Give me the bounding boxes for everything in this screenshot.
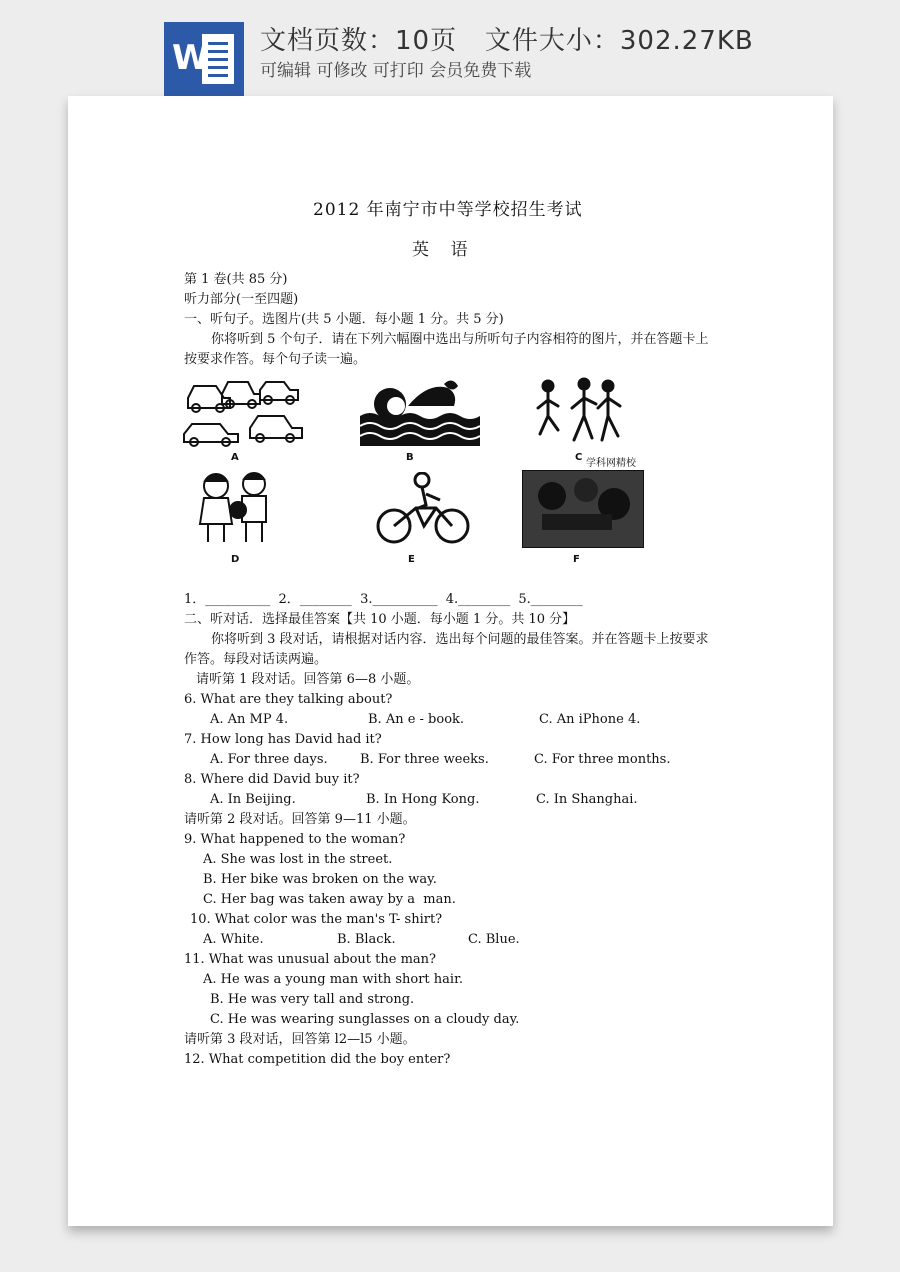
picture-f-label: F (573, 554, 580, 565)
listening-heading: 听力部分(一至四题) (184, 292, 299, 307)
document-banner (0, 0, 900, 96)
picture-c-runners (534, 376, 634, 450)
q9-option-a: A. She was lost in the street. (203, 852, 393, 867)
section2-title: 二、听对话．选择最佳答案【共 10 小题．每小题 1 分。共 10 分】 (184, 612, 576, 627)
q11-option-c: C. He was wearing sunglasses on a cloudy day. (210, 1012, 520, 1027)
q8-option-b: B. In Hong Kong. (366, 792, 480, 807)
question-6: 6. What are they talking about? (184, 692, 393, 707)
volume-heading: 第 1 卷(共 85 分) (184, 272, 288, 287)
picture-b-swimmer (360, 376, 480, 446)
q9-option-c: C. Her bag was taken away by a man. (203, 892, 456, 907)
dialog1-heading: 请听第 1 段对话。回答第 6—8 小题。 (196, 672, 420, 687)
q10-option-a: A. White. (203, 932, 264, 947)
word-document-icon (164, 22, 244, 96)
exam-title: 2012 年南宁市中等学校招生考试 (313, 200, 583, 220)
picture-b-label: B (406, 452, 414, 463)
q10-option-b: B. Black. (337, 932, 396, 947)
question-8: 8. Where did David buy it? (184, 772, 360, 787)
picture-a-label: A (231, 452, 239, 463)
picture-d-label: D (231, 554, 240, 565)
question-11: 11. What was unusual about the man? (184, 952, 437, 967)
section2-instruction-cont: 作答。每段对话读两遍。 (184, 652, 328, 667)
picture-a-cars (180, 372, 310, 448)
document-meta-features: 可编辑 可修改 可打印 会员免费下载 (260, 61, 532, 81)
question-10: 10. What color was the man's T- shirt? (190, 912, 443, 927)
picture-e-cyclist (374, 472, 470, 546)
q6-option-b: B. An e - book. (368, 712, 465, 727)
q11-option-a: A. He was a young man with short hair. (203, 972, 463, 987)
q8-option-a: A. In Beijing. (210, 792, 296, 807)
question-12: 12. What competition did the boy enter? (184, 1052, 451, 1067)
section1-title: 一、听句子。选图片(共 5 小题．每小题 1 分。共 5 分) (184, 312, 504, 327)
question-7: 7. How long has David had it? (184, 732, 382, 747)
picture-c-label: C (575, 452, 583, 463)
subject-title: 英 语 (412, 240, 468, 260)
picture-d-children (194, 470, 280, 550)
q7-option-a: A. For three days. (210, 752, 328, 767)
q7-option-b: B. For three weeks. (360, 752, 489, 767)
q11-option-b: B. He was very tall and strong. (210, 992, 415, 1007)
q6-option-a: A. An MP 4. (210, 712, 289, 727)
word-letter: W (172, 38, 210, 78)
answer-blanks: 1．__________ 2．________ 3.__________ 4.________ 5.________ (184, 592, 583, 607)
q9-option-b: B. Her bike was broken on the way. (203, 872, 437, 887)
q7-option-c: C. For three months. (534, 752, 671, 767)
document-page (68, 96, 833, 1226)
dialog2-heading: 请听第 2 段对话。回答第 9—11 小题。 (184, 812, 416, 827)
q10-option-c: C. Blue. (468, 932, 520, 947)
question-9: 9. What happened to the woman? (184, 832, 406, 847)
picture-e-label: E (408, 554, 415, 565)
q8-option-c: C. In Shanghai. (536, 792, 638, 807)
picture-f-photo (522, 470, 644, 548)
dialog3-heading: 请听第 3 段对话，回答第 l2—l5 小题。 (184, 1032, 416, 1047)
section2-instruction: 你将听到 3 段对话，请根据对话内容．选出每个问题的最佳答案。并在答题卡上按要求 (211, 632, 709, 647)
section1-instruction-cont: 按要求作答。每个句子读一遍。 (184, 352, 367, 367)
document-meta-pages-size: 文档页数：10页 文件大小：302.27KB (260, 26, 754, 56)
watermark-text: 学科网精校 (586, 458, 636, 469)
section1-instruction: 你将听到 5 个句子．请在下列六幅圈中选出与所听句子内容相符的图片，并在答题卡上 (211, 332, 709, 347)
q6-option-c: C. An iPhone 4. (539, 712, 641, 727)
